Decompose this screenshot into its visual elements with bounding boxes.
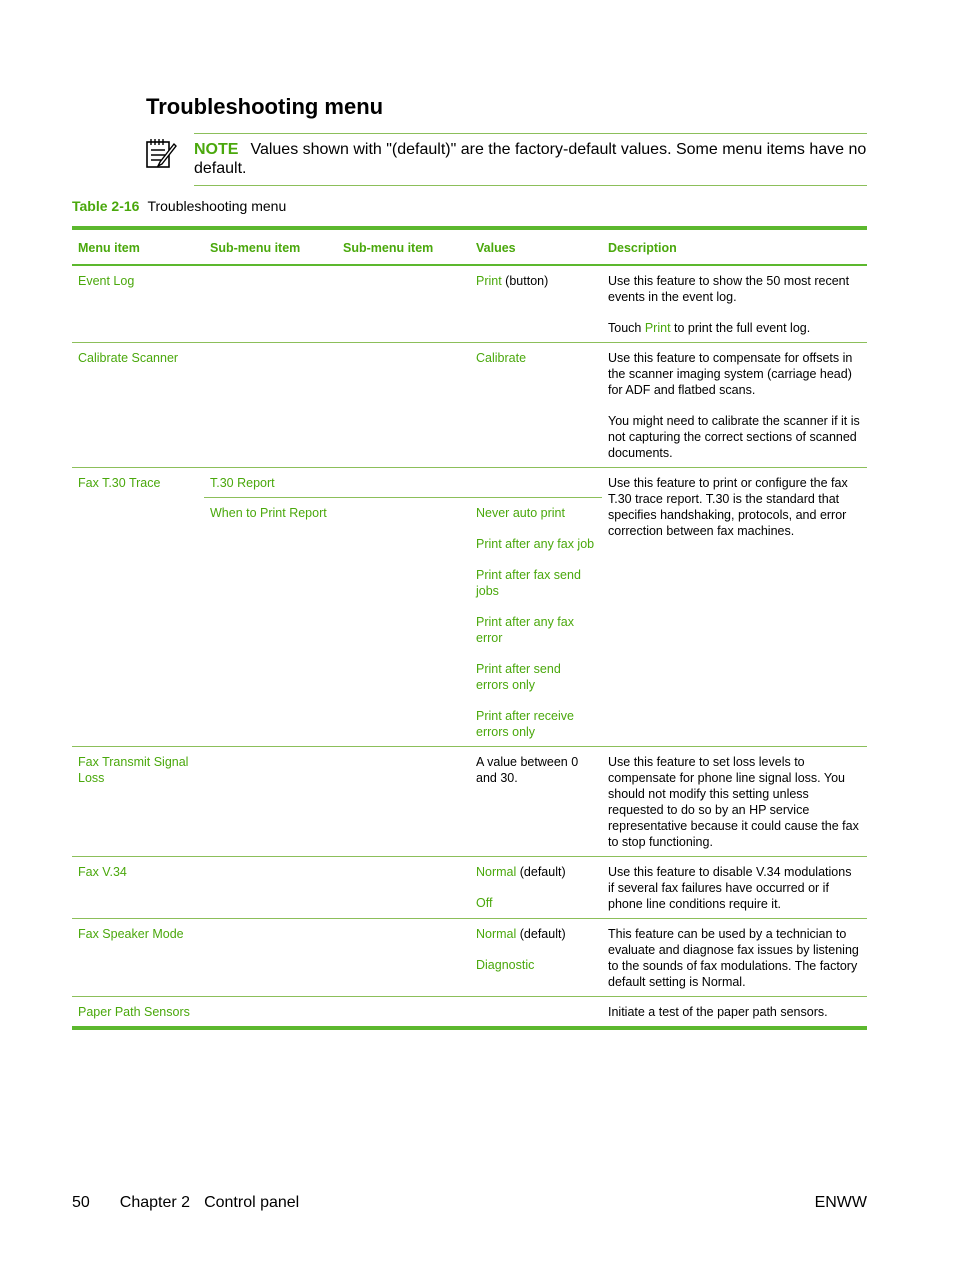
table-number: Table 2-16 <box>72 198 140 214</box>
table-row <box>72 468 867 498</box>
header-menu-item: Menu item <box>72 228 204 265</box>
table-row <box>72 343 867 468</box>
value-print-after-any-fax-job[interactable]: Print after any fax job <box>476 537 595 551</box>
description-cell: Use this feature to print or configure the fax T.30 trace report. T.30 is the standard that specifies handshaking, protocols, and error correction between fax machines. <box>602 468 867 747</box>
menu-item-event-log[interactable]: Event Log <box>72 265 204 343</box>
note-pad-icon <box>144 136 178 170</box>
value-diagnostic[interactable]: Diagnostic <box>476 958 535 972</box>
table-row <box>72 857 867 919</box>
table-row <box>72 265 867 343</box>
description-cell: This feature can be used by a technician to evaluate and diagnose fax issues by listening to the sounds of fax modulations. The factory default setting is Normal. <box>602 919 867 997</box>
table-row <box>72 919 867 997</box>
value-print-after-send-errors-only[interactable]: Print after send errors only <box>476 662 561 692</box>
table-caption <box>72 198 286 214</box>
description-cell: Use this feature to compensate for offsets in the scanner imaging system (carriage head) for ADF and flatbed scans. You might need to calibrate the scanner if it is not capturing the correct sections of scanned documents. <box>602 343 867 468</box>
description-cell: Use this feature to show the 50 most recent events in the event log. Touch Print to print the full event log. <box>602 265 867 343</box>
header-sub-menu-item-2: Sub-menu item <box>337 228 470 265</box>
value-print-after-receive-errors-only[interactable]: Print after receive errors only <box>476 709 574 739</box>
menu-item-fax-v34[interactable]: Fax V.34 <box>72 857 204 919</box>
description-cell: Use this feature to set loss levels to compensate for phone line signal loss. You should not modify this setting unless requested to do so by an HP service representative because it could cause the fax to stop functioning. <box>602 747 867 857</box>
print-button-link[interactable]: Print <box>476 274 502 288</box>
note-box <box>194 133 867 186</box>
value-calibrate[interactable]: Calibrate <box>470 343 602 468</box>
print-link[interactable]: Print <box>644 321 671 335</box>
value-cell: Print (button) <box>470 265 602 343</box>
value-normal[interactable]: Normal <box>476 927 517 941</box>
value-print-after-fax-send-jobs[interactable]: Print after fax send jobs <box>476 568 581 598</box>
table-caption-text: Troubleshooting menu <box>147 198 287 214</box>
description-cell: Initiate a test of the paper path sensors. <box>608 1005 828 1019</box>
value-list: Normal (default) Diagnostic <box>470 919 602 997</box>
header-values: Values <box>470 228 602 265</box>
footer-enww: ENWW <box>814 1194 867 1211</box>
menu-item-paper-path-sensors[interactable]: Paper Path Sensors <box>78 1005 190 1019</box>
value-range: A value between 0 and 30. <box>470 747 602 857</box>
value-off[interactable]: Off <box>476 896 493 910</box>
value-never-auto-print[interactable]: Never auto print <box>476 506 565 520</box>
troubleshooting-table <box>72 226 867 1030</box>
menu-item-fax-t30-trace[interactable]: Fax T.30 Trace <box>72 468 204 747</box>
note-text: Values shown with "(default)" are the factory-default values. Some menu items have no default. <box>194 141 867 177</box>
value-normal[interactable]: Normal <box>476 865 517 879</box>
menu-item-fax-speaker-mode[interactable]: Fax Speaker Mode <box>72 919 204 997</box>
header-sub-menu-item: Sub-menu item <box>204 228 337 265</box>
menu-item-fax-transmit-signal-loss[interactable]: Fax Transmit Signal Loss <box>72 747 204 857</box>
header-description: Description <box>602 228 867 265</box>
value-list: Normal (default) Off <box>470 857 602 919</box>
description-cell: Use this feature to disable V.34 modulations if several fax failures have occurred or if phone line conditions require it. <box>602 857 867 919</box>
table-row <box>72 997 867 1029</box>
table-header-row <box>72 228 867 265</box>
page-title: Troubleshooting menu <box>146 94 384 119</box>
value-print-after-any-fax-error[interactable]: Print after any fax error <box>476 615 574 645</box>
sub-menu-t30-report[interactable]: T.30 Report <box>204 468 602 498</box>
sub-menu-when-to-print-report[interactable]: When to Print Report <box>204 498 337 747</box>
menu-item-calibrate-scanner[interactable]: Calibrate Scanner <box>72 343 204 468</box>
footer-chapter: Chapter 2 <box>119 1194 191 1211</box>
note-label: NOTE <box>194 141 239 158</box>
value-list <box>470 498 602 747</box>
table-row <box>72 747 867 857</box>
page-number: 50 <box>72 1194 90 1211</box>
page-footer <box>72 1193 867 1212</box>
footer-section: Control panel <box>204 1194 300 1211</box>
